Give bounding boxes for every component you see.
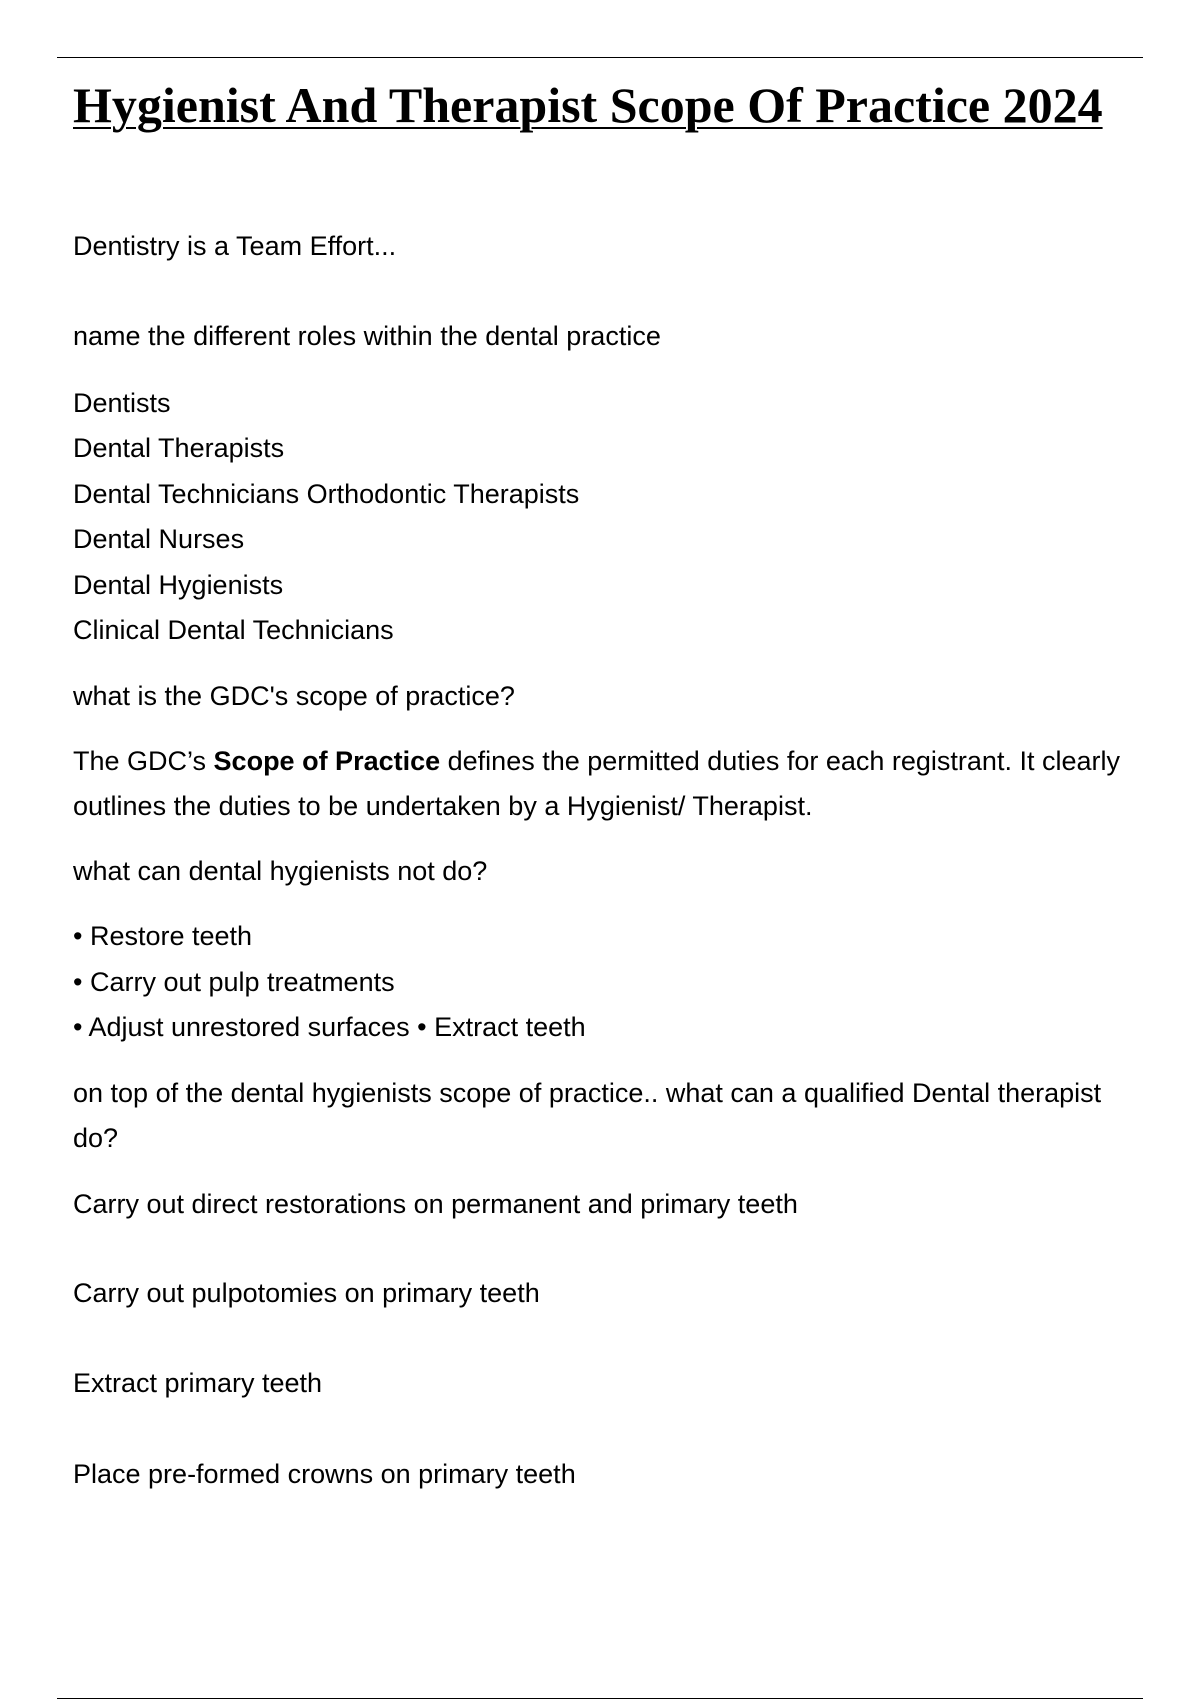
answer-scope-start: The GDC’s <box>73 746 214 776</box>
question-roles: name the different roles within the dental practice <box>73 321 661 351</box>
not-do-item: • Restore teeth <box>73 921 253 951</box>
answer-scope <box>73 739 1133 829</box>
answer-scope-end: defines the permitted duties for each registrant. It clearly outlines the duties to be undertaken by a Hygienist/ Therapist. <box>73 746 1120 821</box>
therapist-item: Place pre-formed crowns on primary teeth <box>73 1459 576 1489</box>
role-item: Dental Hygienists <box>73 570 284 600</box>
therapist-item: Carry out pulpotomies on primary teeth <box>73 1278 540 1308</box>
role-item: Dental Therapists <box>73 433 285 463</box>
therapist-item: Extract primary teeth <box>73 1368 323 1398</box>
not-do-item: • Adjust unrestored surfaces • Extract teeth <box>73 1012 586 1042</box>
therapist-item: Carry out direct restorations on permanent and primary teeth <box>73 1189 798 1219</box>
question-scope: what is the GDC's scope of practice? <box>73 681 515 711</box>
bottom-rule <box>57 1698 1143 1699</box>
top-rule <box>57 57 1143 58</box>
role-item: Dentists <box>73 388 171 418</box>
role-item: Dental Technicians Orthodontic Therapists <box>73 479 580 509</box>
question-therapist: on top of the dental hygienists scope of practice.. what can a qualified Dental therapist do? <box>73 1078 1102 1153</box>
not-do-item: • Carry out pulp treatments <box>73 967 395 997</box>
role-item: Clinical Dental Technicians <box>73 615 394 645</box>
answer-scope-bold: Scope of Practice <box>213 746 441 776</box>
question-not-do: what can dental hygienists not do? <box>73 856 488 886</box>
intro-text: Dentistry is a Team Effort... <box>73 231 397 261</box>
role-item: Dental Nurses <box>73 524 245 554</box>
page-title: Hygienist And Therapist Scope Of Practice 2024 <box>73 77 1103 133</box>
